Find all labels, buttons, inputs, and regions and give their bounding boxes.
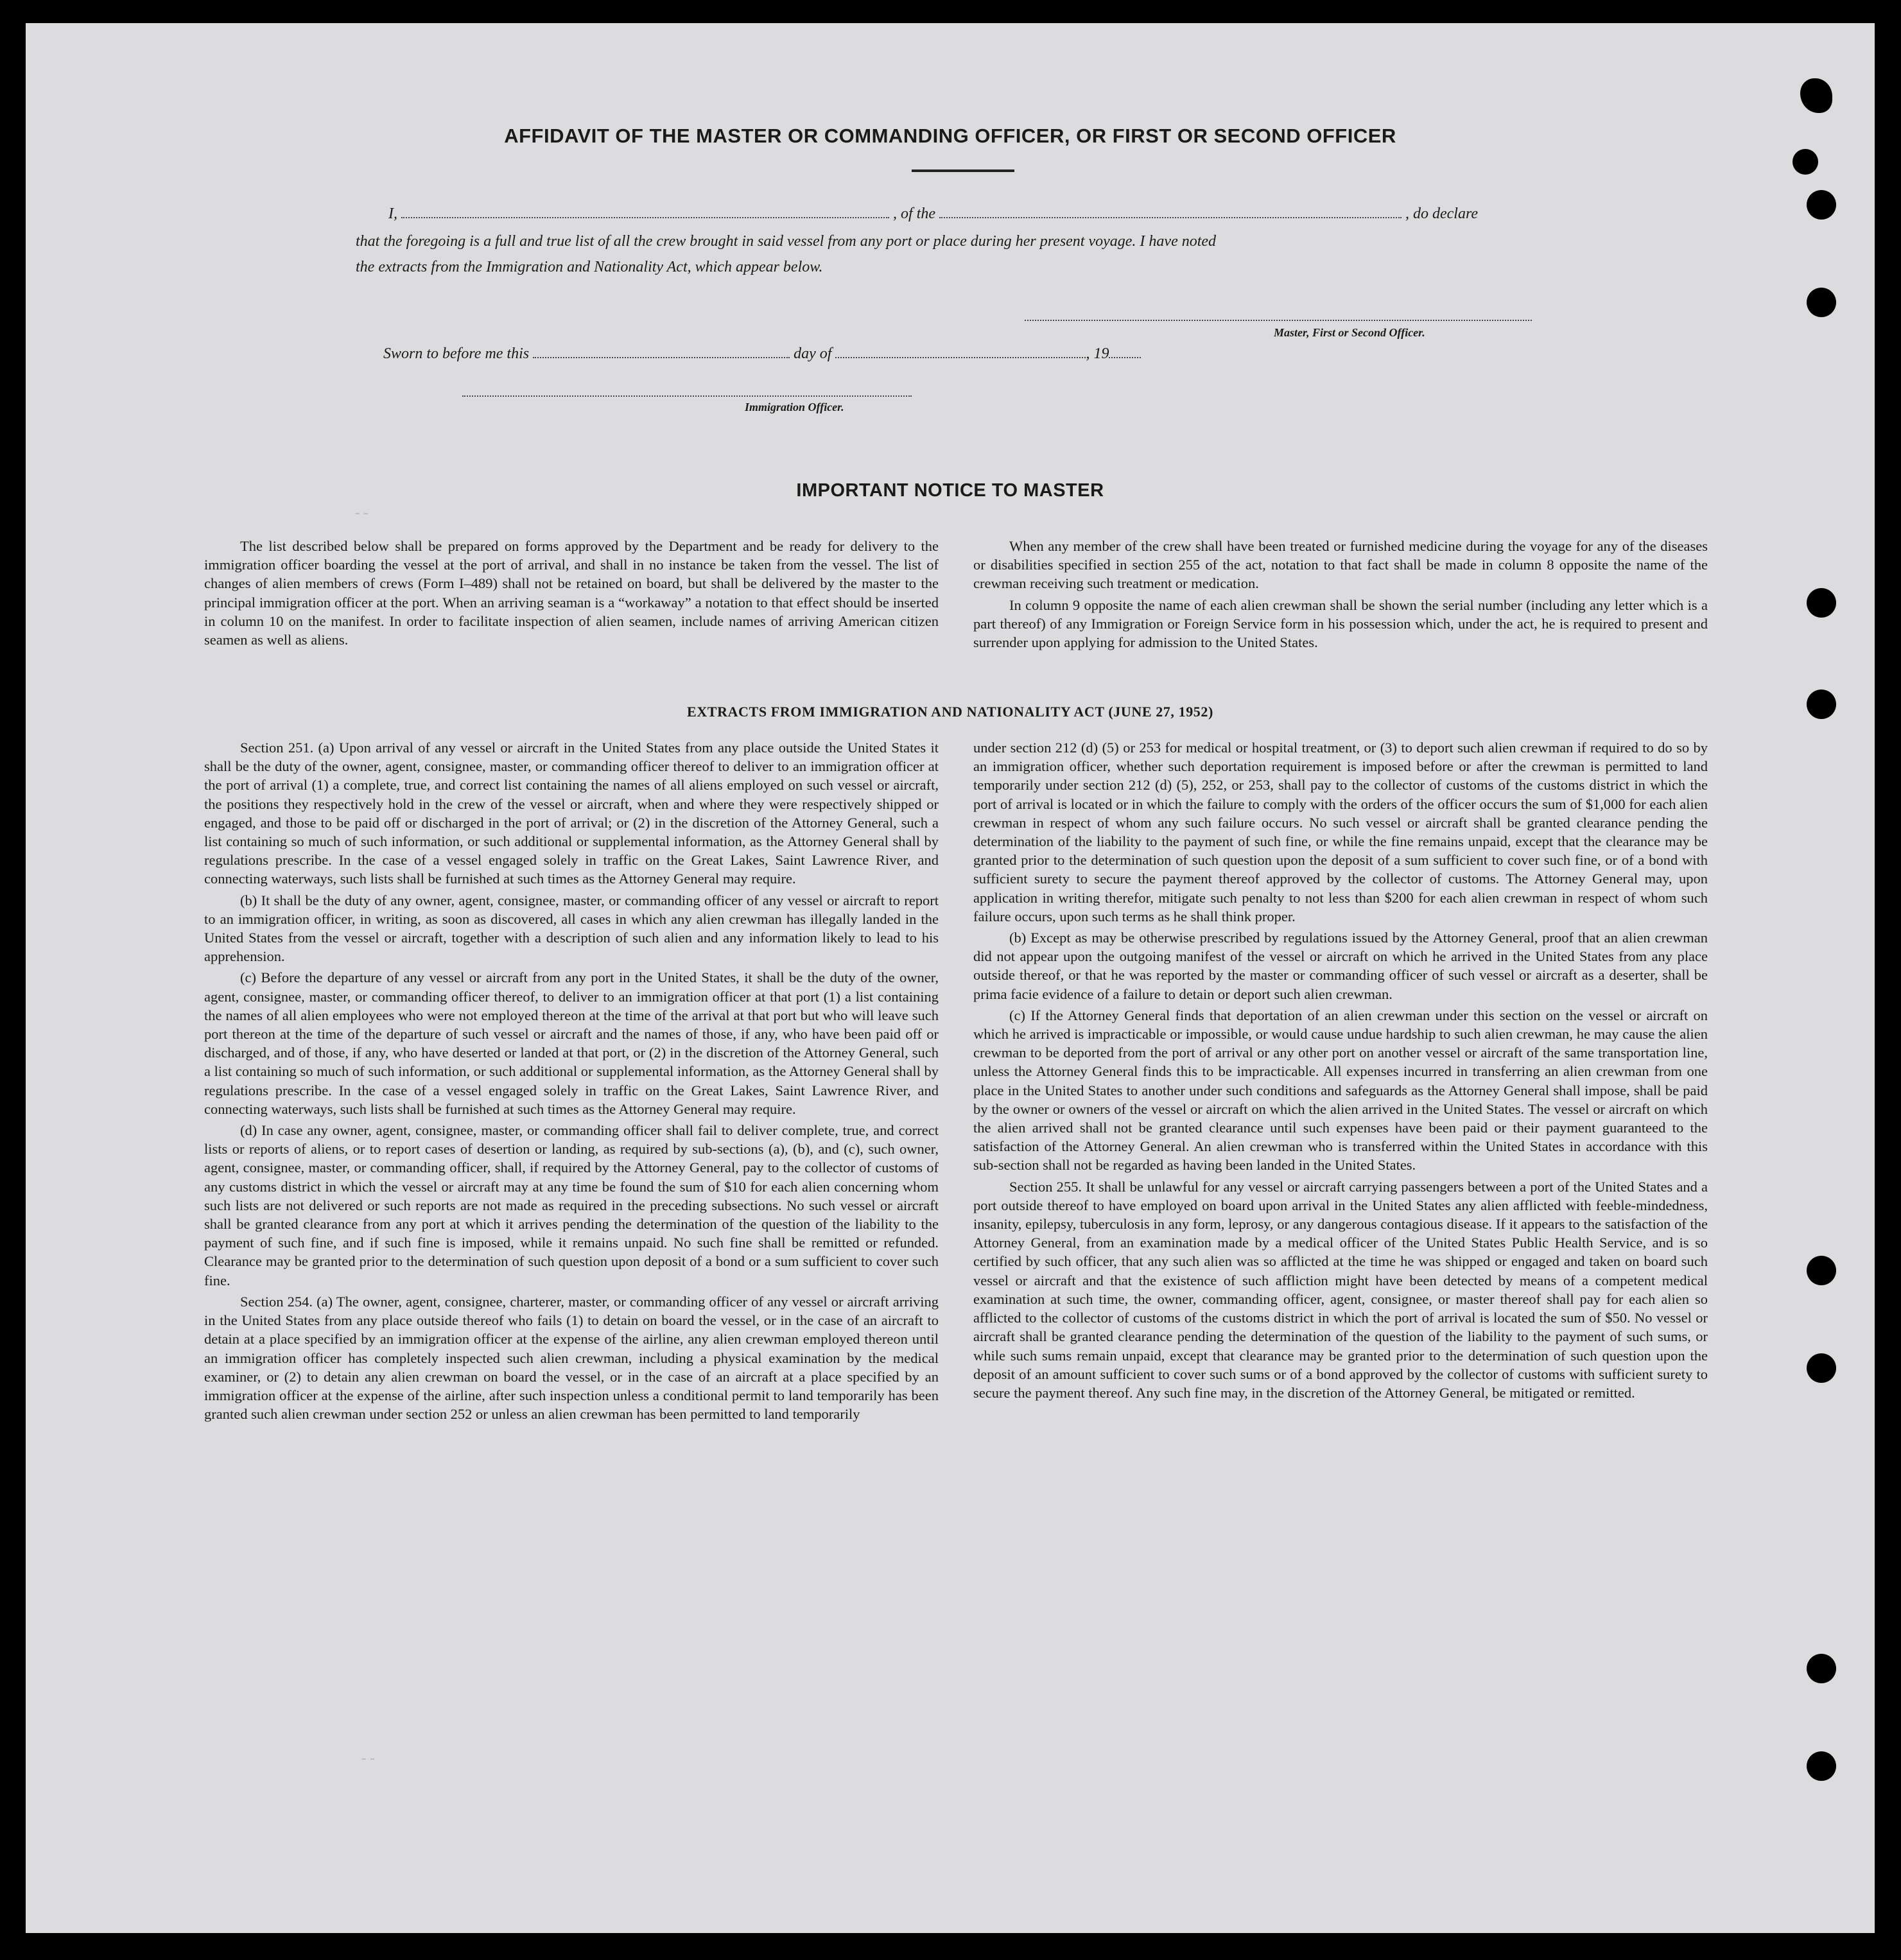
declaration-line-2: that the foregoing is a full and true list of all the crew brought in said vessel from any port or place during her present voyage. I have noted — [356, 233, 1217, 250]
month-blank — [835, 345, 1086, 358]
declaration-line-3: the extracts from the Immigration and Nationality Act, which appear below. — [356, 259, 823, 275]
punch-hole — [1807, 1256, 1836, 1285]
notice-left-column — [204, 537, 939, 652]
section-paragraph: (b) Except as may be otherwise prescribed by regulations issued by the Attorney General, proof that an alien crewman did not appear upon the outgoing manifest of the vessel or aircraft on which he arrived in the United States from any place outside thereof, or that he was reported by the master or commanding officer of such vessel or aircraft as a deserter, shall be prima facie evidence of a failure to detain or deport such alien crewman. — [973, 930, 1708, 1002]
bleed-through: -- — [353, 506, 370, 522]
name-blank — [401, 205, 889, 218]
punch-hole — [1807, 1353, 1836, 1383]
punch-hole — [1807, 1751, 1836, 1781]
extracts-heading: EXTRACTS FROM IMMIGRATION AND NATIONALITY ACT (JUNE 27, 1952) — [687, 704, 1213, 720]
master-caption: Master, First or Second Officer. — [1274, 326, 1425, 339]
section-paragraph: (b) It shall be the duty of any owner, agent, consignee, master, or commanding officer of any vessel or aircraft to report to an immigration officer, in writing, as soon as discovered, all cases in which any alien crewman has illegally landed in the United States from the vessel or aircraft, together with a description of such alien and any information likely to lead to his apprehension. — [204, 892, 939, 965]
section-paragraph: Section 254. (a) The owner, agent, consignee, charterer, master, or commanding officer of any vessel or aircraft arriving in the United States from any place outside thereof who fails (1) to detain on board the vessel, or in the case of an aircraft to detain at a place specified by an immigration officer at the expense of the airline, any alien crewman employed thereon until an immigration officer has completely inspected such alien crewman, including a physical examination by the medical examiner, or (2) to detain any alien crewman on board the vessel, or in the case of an aircraft at a place specified by an immigration officer at the expense of the airline, after such inspection unless a conditional permit to land temporarily has been granted such alien crewman under section 252 or unless an alien crewman has been permitted to land temporarily — [204, 1293, 939, 1423]
officer-signature-line — [462, 394, 912, 397]
day-blank — [533, 345, 790, 358]
notice-right-paragraph: In column 9 opposite the name of each alien crewman shall be shown the serial number (including any letter which is a part thereof) of any Immigration or Foreign Service form in his possession which, under the act, he is required to present and surrender upon applying for admission to the United States. — [973, 596, 1708, 651]
punch-hole — [1807, 288, 1836, 317]
punch-hole — [1792, 149, 1818, 175]
section-paragraph: (c) Before the departure of any vessel or aircraft from any port in the United States, it shall be the duty of the owner, agent, consignee, master, or commanding officer thereof, to deliver to an immigration officer at that port (1) a list containing the names of all alien employees who were not employed thereon at the time of the arrival at that port but who will leave such port thereon at the time of the departure of such vessel or aircraft and the names of those, if any, who have been paid off or discharged, and of those, if any, who have deserted or landed at that port, or (2) in the discretion of the Attorney General, such a list containing so much of such information, or such additional or supplemental information, as the Attorney General shall by regulations prescribe. In the case of a vessel engaged solely in traffic on the Great Lakes, Saint Lawrence River, and connecting waterways, such lists shall be furnished at such times as the Attorney General may require. — [204, 969, 939, 1117]
affidavit-title: AFFIDAVIT OF THE MASTER OR COMMANDING OFFICER, OR FIRST OR SECOND OFFICER — [504, 125, 1396, 147]
sworn-text: Sworn to before me this — [383, 345, 530, 362]
declaration-declare: , do declare — [1405, 205, 1479, 222]
declaration-line — [388, 205, 1478, 223]
title-divider — [912, 169, 1014, 172]
punch-hole — [1807, 588, 1836, 618]
year-text: , 19 — [1086, 345, 1109, 362]
year-blank — [1109, 345, 1141, 358]
day-of-text: day of — [794, 345, 832, 362]
section-paragraph: (d) In case any owner, agent, consignee, master, or commanding officer shall fail to deliver complete, true, and correct lists or reports of aliens, or to report cases of desertion or landing, as required by sub-sections (a), (b), and (c), such owner, agent, consignee, master, or commanding officer, shall, if required by the Attorney General, pay to the collector of customs of any customs district in which the vessel or aircraft may at any time be found the sum of $10 for each alien concerning whom such lists are not delivered or such reports are not made as required in the preceding subsections. No such vessel or aircraft shall be granted clearance from any port at which it arrives pending the determination of the question of the liability to the payment of such fine, and if such fine is imposed, while it remains unpaid. No such fine shall be remitted or refunded. Clearance may be granted prior to the determination of such question upon deposit of a bond or a sum sufficient to cover such fine. — [204, 1122, 939, 1288]
punch-hole — [1807, 1654, 1836, 1683]
vessel-blank — [939, 205, 1402, 218]
bleed-through: -- — [360, 1751, 377, 1767]
punch-hole — [1800, 78, 1832, 113]
punch-hole — [1807, 190, 1836, 220]
notice-left-text: The list described below shall be prepared on forms approved by the Department and be ready for delivery to the immigration officer boarding the vessel at the port of arrival, and shall in no instance be taken from the vessel. The list of changes of alien members of crews (Form I–489) shall not be retained on board, but shall be delivered by the master to the principal immigration officer at the port. When an arriving seaman is a “workaway” a notation to that effect should be inserted in column 10 on the manifest. In order to facilitate inspection of alien seamen, include names of arriving American citizen seamen as well as aliens. — [204, 538, 939, 648]
extracts-left-column — [204, 738, 939, 1426]
notice-right-column — [973, 537, 1708, 654]
notice-right-paragraph: When any member of the crew shall have been treated or furnished medicine during the voyage for any of the diseases or disabilities specified in section 255 of the act, notation to that fact shall be made in column 8 opposite the name of the crewman receiving such treatment or medication. — [973, 538, 1708, 592]
extracts-right-column — [973, 738, 1708, 1405]
sworn-line — [383, 345, 1141, 363]
declaration-i: I, — [388, 205, 397, 222]
officer-caption: Immigration Officer. — [745, 401, 844, 413]
declaration-of-the: , of the — [893, 205, 935, 222]
notice-heading: IMPORTANT NOTICE TO MASTER — [796, 480, 1104, 501]
master-signature-line — [1025, 318, 1532, 321]
section-paragraph: Section 255. It shall be unlawful for any vessel or aircraft carrying passengers between a port of the United States and a port outside thereof to have employed on board upon arrival in the United States any alien afflicted with feeble-mindedness, insanity, epilepsy, tuberculosis in any form, leprosy, or any dangerous contagious disease. If it appears to the satisfaction of the Attorney General, from an examination made by a medical officer of the United States Public Health Service, and is so certified by such officer, that any such alien was so afflicted at the time he was shipped or engaged and taken on board such vessel or aircraft and that the existence of such affliction might have been detected by means of a competent medical examination at such time, the owner, commanding officer, agent, consignee, or master thereof shall pay for each alien so afflicted to the collector of customs of the customs district in which the port of arrival is located the sum of $50. No vessel or aircraft shall be granted clearance pending the determination of the question of the liability to the payment of such sums, or while such sums remain unpaid, except that clearance may be granted prior to the determination of such question upon the deposit of an amount sufficient to cover such sums or of a bond approved by the collector of customs with sufficient surety to secure the payment thereof. Any such fine may, in the discretion of the Attorney General, be mitigated or remitted. — [973, 1178, 1708, 1401]
section-paragraph: under section 212 (d) (5) or 253 for medical or hospital treatment, or (3) to deport such alien crewman if required to do so by an immigration officer, whether such deportation requirement is imposed before or after the crewman is permitted to land temporarily under section 212 (d) (5), 252, or 253, shall pay to the collector of customs of the customs district in which the port of arrival is located or in which the failure to comply with the orders of the officer occurs the sum of $1,000 for each alien crewman in respect of whom any such failure occurs. No such vessel or aircraft shall be granted clearance pending the determination of the liability to the payment of such fine, or while the fine remains unpaid, except that the clearance may be granted prior to the determination of such question upon the deposit of a sum sufficient to cover such fine, or of a bond with sufficient surety to secure the payment thereof approved by the collector of customs. The Attorney General may, upon application in writing therefor, mitigate such penalty to not less than $200 for each alien crewman in respect of whom such failure occurs, upon such terms as he shall think proper. — [973, 740, 1708, 924]
section-paragraph: Section 251. (a) Upon arrival of any vessel or aircraft in the United States from any place outside the United States it shall be the duty of the owner, agent, consignee, master, or commanding officer thereof to deliver to an immigration officer at the port of arrival (1) a complete, true, and correct list containing the names of all aliens employed on such vessel or aircraft, the positions they respectively hold in the crew of the vessel or aircraft, when and where they were respectively shipped or engaged, and those to be paid off or discharged in the port of arrival; or (2) in the discretion of the Attorney General, such a list containing so much of such information, or such additional or supplemental information, as the Attorney General shall by regulations prescribe. In the case of a vessel engaged solely in traffic on the Great Lakes, Saint Lawrence River, and connecting waterways, such lists shall be furnished at such times as the Attorney General may require. — [204, 740, 939, 887]
document-page — [26, 23, 1875, 1933]
section-paragraph: (c) If the Attorney General finds that deportation of an alien crewman under this section on the vessel or aircraft on which he arrived is impracticable or impossible, or would cause undue hardship to such alien crewman, he may cause the alien crewman to be deported from the port of arrival or any other port on another vessel or aircraft of the same transportation line, unless the Attorney General finds this to be impracticable. All expenses incurred in transferring an alien crewman from one place in the United States to another under such conditions and safeguards as the Attorney General shall impose, shall be paid by the owner or owners of the vessel or aircraft on which the alien arrived in the United States. The vessel or aircraft on which the alien arrived shall not be granted clearance until such expenses have been paid or their payment guaranteed to the satisfaction of the Attorney General. An alien crewman who is transferred within the United States in accordance with this sub-section shall not be regarded as having been landed in the United States. — [973, 1007, 1708, 1174]
